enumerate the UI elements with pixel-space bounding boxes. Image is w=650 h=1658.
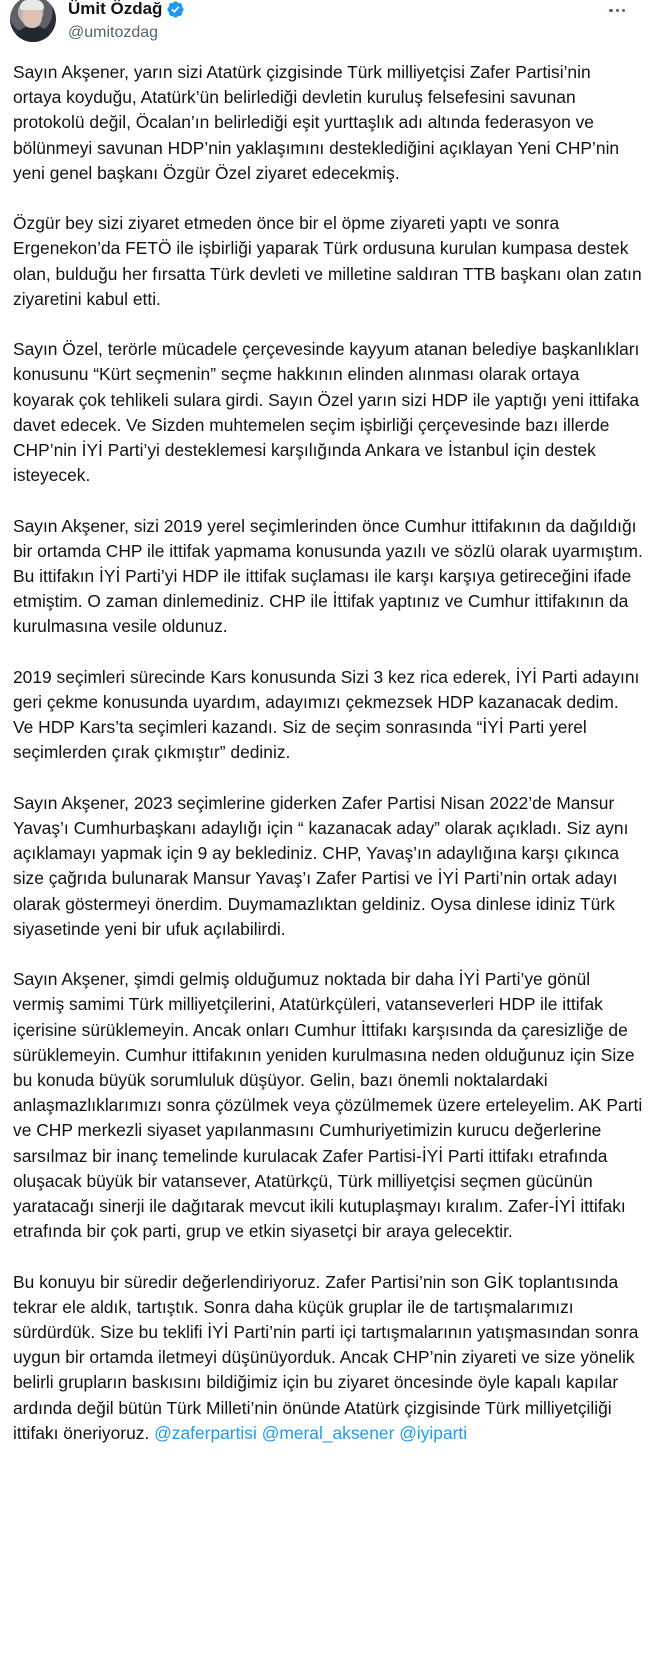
display-name[interactable]: Ümit Özdağ [68, 0, 163, 18]
more-horizontal-icon[interactable] [608, 2, 632, 22]
more-dot [616, 9, 619, 12]
tweet-text [13, 60, 643, 1446]
author-handle[interactable]: @umitozdag [68, 24, 159, 41]
final-paragraph-text: Bu konuyu bir süredir değerlendiriyoruz. Zafer Partisi’nin son GİK toplantısında tekrar ele aldık, tartıştık. Sonra daha küçük gruplar ile de tartışmalarımızı sürdürdük. Size bu teklifi İYİ Parti’nin parti içi tartışmalarının yatışmasından sonra uygun bir ortamda iletmeyi düşünüyorduk. Ancak CHP’nin ziyareti ve size yönelik belirli grupların baskısını bildiğimiz için bu ziyaret öncesinde öyle kapalı kapılar ardında değil bütün Türk Milleti’nin önünde Atatürk çizgisinde Türk milliyetçiliği ittifakı öneriyoruz. [13, 1271, 639, 1443]
mention-link-meral-aksener[interactable]: @meral_aksener [261, 1422, 395, 1443]
mention-link-zaferpartisi[interactable]: @zaferpartisi [154, 1422, 257, 1443]
tweet-final-paragraph [13, 1270, 643, 1446]
tweet-header [0, 0, 650, 50]
more-dot [622, 9, 625, 12]
tweet-paragraph: Sayın Akşener, sizi 2019 yerel seçimlerinden önce Cumhur ittifakının da dağıldığı bir ortamda CHP ile ittifak yapmama konusunda yazılı ve sözlü olarak uyarmıştım. Bu ittifakın İYİ Parti’yi HDP ile ittifak suçlaması ile karşı karşıya getireceğini ifade etmiştim. O zaman dinlemediniz. CHP ile İttifak yaptınız ve Cumhur ittifakının da kurulmasına vesile oldunuz. [13, 515, 643, 637]
avatar[interactable] [10, 0, 56, 42]
avatar-suit [12, 26, 54, 42]
display-name-row [68, 0, 185, 20]
tweet-paragraph: Sayın Özel, terörle mücadele çerçevesinde kayyum atanan belediye başkanlıkları konusunu “Kürt seçmenin” seçme hakkının elinden alınması olarak ortaya koyarak çok tehlikeli sulara girdi. Sayın Özel yarın sizi HDP ile yaptığı yeni ittifaka davet edecek. Ve Sizden muhtemelen seçim işbirliği çerçevesinde bazı illerde CHP’nin İYİ Parti’yi desteklemesi karşılığında Ankara ve İstanbul için destek isteyecek. [13, 339, 640, 486]
avatar-hair [20, 0, 44, 10]
mention-link-iyiparti[interactable]: @iyiparti [399, 1422, 468, 1443]
more-dot [609, 9, 612, 12]
tweet-paragraph: Özgür bey sizi ziyaret etmeden önce bir el öpme ziyareti yaptı ve sonra Ergenekon’da FETÖ ile işbirliği yaparak Türk ordusuna kurulan kumpasa destek olan, bulduğu her fırsatta Türk devleti ve milletine saldıran TTB başkanı olan zatın ziyaretini kabul etti. [13, 213, 642, 309]
verified-badge-icon [166, 0, 185, 19]
tweet-paragraph: 2019 seçimleri sürecinde Kars konusunda Sizi 3 kez rica ederek, İYİ Parti adayını geri çekme konusunda uyardım, adayımızı çekmezsek HDP kazanacak dedim. Ve HDP Kars’ta seçimleri kazandı. Siz de seçim sonrasında “İYİ Parti yerel seçimlerden çırak çıkmıştır” dediniz. [13, 666, 640, 763]
author-names [68, 0, 185, 42]
tweet-paragraph: Sayın Akşener, yarın sizi Atatürk çizgisinde Türk milliyetçisi Zafer Partisi’nin ortaya koyduğu, Atatürk’ün belirlediği devletin kuruluş felsefesini savunan protokolü değil, Öcalan’ın belirlediği eşit yurttaşlık adı altında federasyon ve bölünmeyi savunan HDP’nin yaklaşımını desteklediğini açıklayan Yeni CHP’nin yeni genel başkanı Özgür Özel ziyaret edecekmiş. [13, 62, 620, 183]
tweet-paragraph: Sayın Akşener, şimdi gelmiş olduğumuz noktada bir daha İYİ Parti’ye gönül vermiş samimi Türk milliyetçilerini, Atatürkçüleri, vatanseverleri HDP ile ittifak içerisine sürüklemeyin. Ancak onları Cumhur İttifakı karşısında da çaresizliğe de sürüklemeyin. Cumhur ittifakının yeniden kurulmasına neden olduğunuz için Size bu konuda büyük sorumluluk düşüyor. Gelin, bazı önemli noktalardaki anlaşmazlıklarımızı sonra çözülmek veya çözülmemek üzere erteleyelim. AK Parti ve CHP merkezli siyaset yapılanmasını Cumhuriyetimizin kurucu değerlerine sarsılmaz bir inanç temelinde kurulacak Zafer Partisi-İYİ Parti ittifakı etrafında oluşacak büyük bir vatansever, Atatürkçü, Türk milliyetçisi seçmen gücünün yaratacağı sinerji ile dağıtarak mevcut ikili kutuplaşmayı kıralım. Zafer-İYİ ittifakı etrafında bir çok parti, grup ve etkin siyasetçi bir araya gelecektir. [13, 969, 643, 1242]
tweet-paragraph: Sayın Akşener, 2023 seçimlerine giderken Zafer Partisi Nisan 2022’de Mansur Yavaş’ı Cumhurbaşkanı adaylığı için “ kazanacak aday” olarak açıkladı. Siz aynı açıklamayı yapmak için 9 ay beklediniz. CHP, Yavaş’ın adaylığına karşı çıkınca size çağrıda bulunarak Mansur Yavaş’ı Zafer Partisi ve İYİ Parti’nin ortak adayı olarak göstermeyi önerdim. Duymamazlıktan geldiniz. Oysa dinlese idiniz Türk siyasetinde yeni bir ufuk açılabilirdi. [13, 792, 629, 939]
